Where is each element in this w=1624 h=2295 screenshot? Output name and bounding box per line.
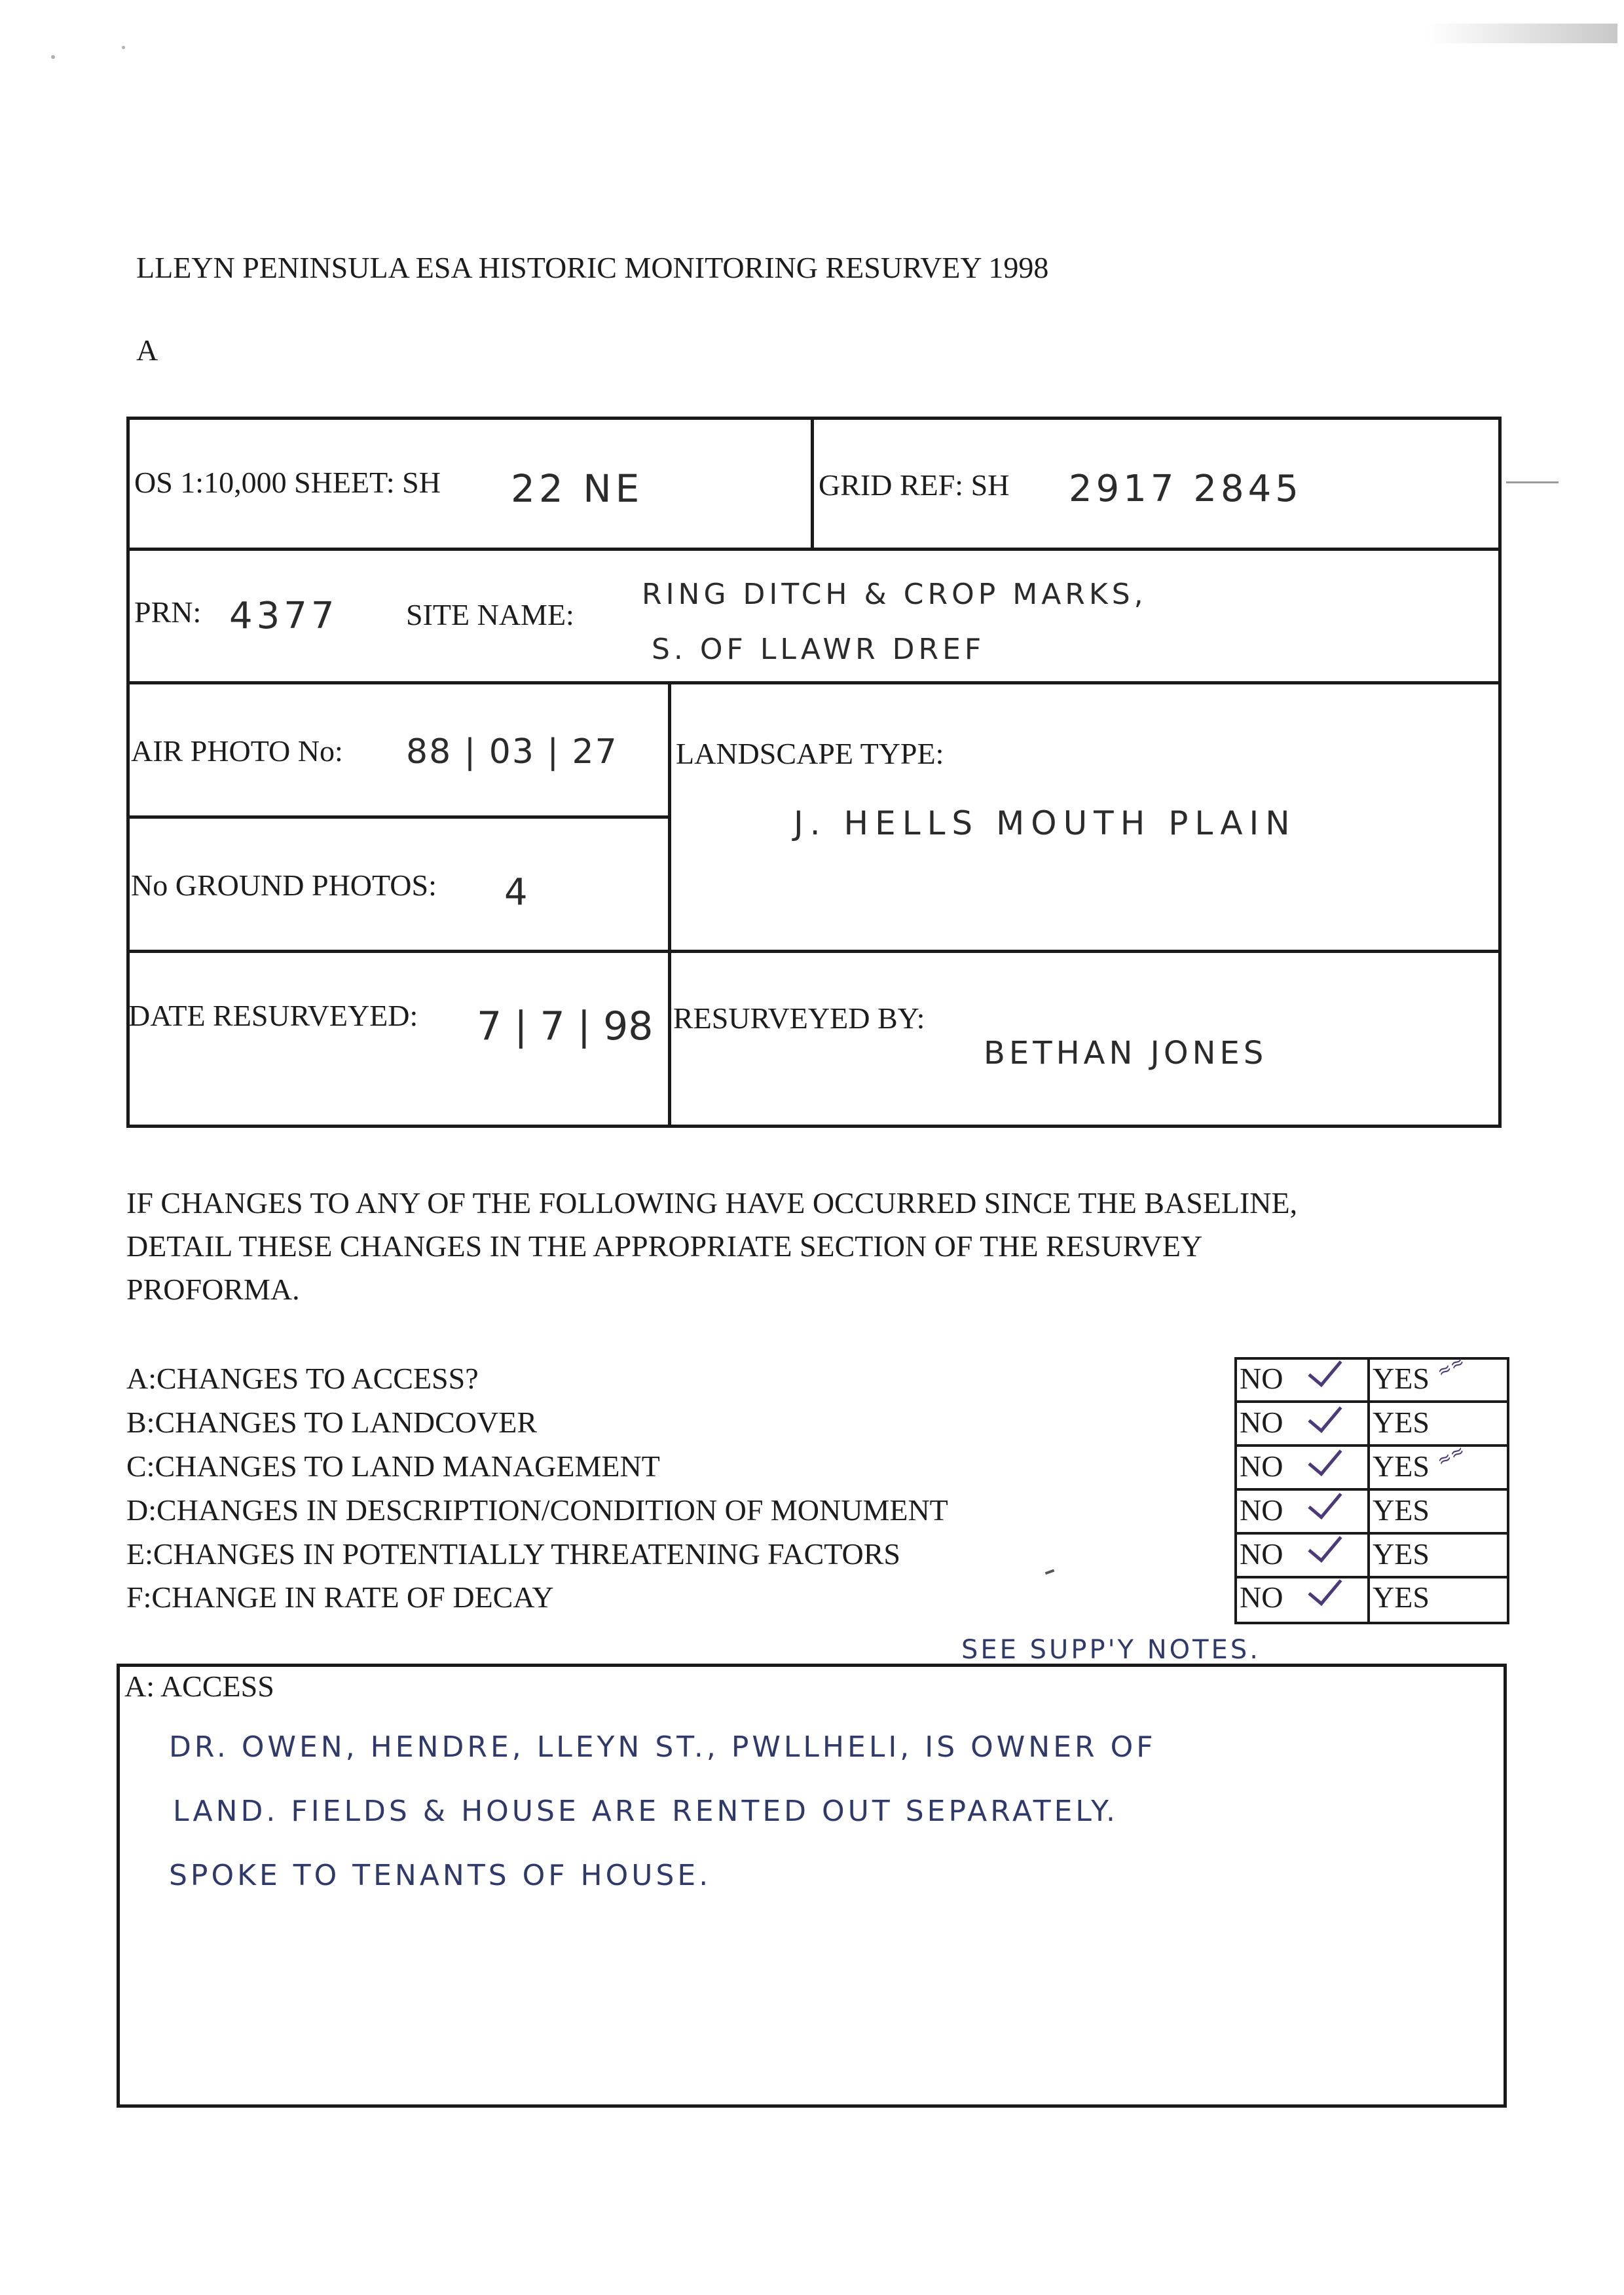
- yes-cell-e[interactable]: YES: [1373, 1537, 1430, 1571]
- change-label-b: B:CHANGES TO LANDCOVER: [126, 1406, 538, 1439]
- yes-no-row-divider: [1234, 1532, 1509, 1535]
- supplementary-notes-note: SEE SUPP'Y NOTES.: [961, 1635, 1261, 1665]
- instructions-line2: DETAIL THESE CHANGES IN THE APPROPRIATE SECTION OF THE RESURVEY: [126, 1229, 1203, 1263]
- site-name-label: SITE NAME:: [406, 598, 574, 631]
- access-notes-line1: DR. OWEN, HENDRE, LLEYN ST., PWLLHELI, IS OWNER OF: [169, 1730, 1156, 1764]
- yes-no-row-divider: [1234, 1400, 1509, 1403]
- ground-photos-label: No GROUND PHOTOS:: [131, 868, 437, 902]
- change-label-f: F:CHANGE IN RATE OF DECAY: [126, 1580, 554, 1614]
- scan-edge-mark: [1506, 481, 1559, 483]
- yes-cell-f[interactable]: YES: [1373, 1580, 1430, 1614]
- no-cell-d[interactable]: NO: [1240, 1493, 1283, 1527]
- resurveyed-by-label: RESURVEYED BY:: [673, 1001, 925, 1035]
- no-cell-f[interactable]: NO: [1240, 1580, 1283, 1614]
- landscape-type-label: LANDSCAPE TYPE:: [676, 737, 944, 770]
- change-label-d: D:CHANGES IN DESCRIPTION/CONDITION OF MONUMENT: [126, 1493, 948, 1527]
- no-cell-b[interactable]: NO: [1240, 1406, 1283, 1439]
- change-label-a: A:CHANGES TO ACCESS?: [126, 1362, 479, 1395]
- resurveyed-by-value: BETHAN JONES: [984, 1035, 1268, 1072]
- yes-cell-b[interactable]: YES: [1373, 1406, 1430, 1439]
- record-col-divider: [668, 681, 671, 1128]
- record-col-divider: [811, 417, 814, 551]
- date-resurveyed-value: 7 | 7 | 98: [477, 1003, 654, 1049]
- grid-ref-label: GRID REF: SH: [819, 468, 1010, 502]
- yes-cell-a[interactable]: YES: [1373, 1362, 1430, 1395]
- instructions-line3: PROFORMA.: [126, 1273, 300, 1306]
- change-label-c: C:CHANGES TO LAND MANAGEMENT: [126, 1449, 660, 1483]
- os-sheet-value: 22 NE: [511, 466, 644, 511]
- access-section-heading: A: ACCESS: [124, 1670, 274, 1703]
- site-name-line2: S. OF LLAWR DREF: [652, 633, 986, 666]
- stray-pen-mark: [1045, 1569, 1055, 1575]
- air-photo-value: 88 | 03 | 27: [406, 732, 618, 772]
- yes-no-row-divider: [1234, 1488, 1509, 1491]
- instructions-line1: IF CHANGES TO ANY OF THE FOLLOWING HAVE OCCURRED SINCE THE BASELINE,: [126, 1186, 1298, 1220]
- strikeout-scribble-icon: ≈≈: [1433, 1351, 1469, 1383]
- prn-label: PRN:: [134, 595, 202, 629]
- access-notes-line2: LAND. FIELDS & HOUSE ARE RENTED OUT SEPARATELY.: [173, 1795, 1119, 1828]
- access-notes-line3: SPOKE TO TENANTS OF HOUSE.: [169, 1859, 712, 1892]
- scan-edge-mark: [1428, 24, 1617, 43]
- yes-cell-c[interactable]: YES: [1373, 1449, 1430, 1483]
- os-sheet-label: OS 1:10,000 SHEET: SH: [134, 466, 441, 499]
- no-cell-e[interactable]: NO: [1240, 1537, 1283, 1571]
- paper-speck: [122, 46, 125, 49]
- record-row-divider: [126, 548, 1502, 551]
- record-row-divider: [126, 815, 670, 819]
- record-row-divider: [126, 681, 1502, 684]
- no-cell-a[interactable]: NO: [1240, 1362, 1283, 1395]
- strikeout-scribble-icon: ≈≈: [1433, 1440, 1469, 1472]
- section-letter: A: [136, 333, 158, 367]
- date-resurveyed-label: DATE RESURVEYED:: [128, 999, 418, 1032]
- yes-no-row-divider: [1234, 1576, 1509, 1578]
- paper-speck: [51, 55, 55, 59]
- grid-ref-value: 2917 2845: [1069, 468, 1302, 510]
- ground-photos-value: 4: [504, 871, 532, 914]
- site-name-line1: RING DITCH & CROP MARKS,: [642, 578, 1147, 611]
- change-label-e: E:CHANGES IN POTENTIALLY THREATENING FACTORS: [126, 1537, 901, 1571]
- prn-value: 4377: [229, 595, 339, 637]
- page-title: LLEYN PENINSULA ESA HISTORIC MONITORING RESURVEY 1998: [136, 251, 1049, 284]
- no-cell-c[interactable]: NO: [1240, 1449, 1283, 1483]
- yes-cell-d[interactable]: YES: [1373, 1493, 1430, 1527]
- landscape-type-value: J. HELLS MOUTH PLAIN: [794, 804, 1297, 842]
- yes-no-row-divider: [1234, 1444, 1509, 1447]
- record-row-divider: [126, 950, 1502, 953]
- air-photo-label: AIR PHOTO No:: [131, 734, 343, 768]
- yes-no-col-divider: [1367, 1357, 1370, 1624]
